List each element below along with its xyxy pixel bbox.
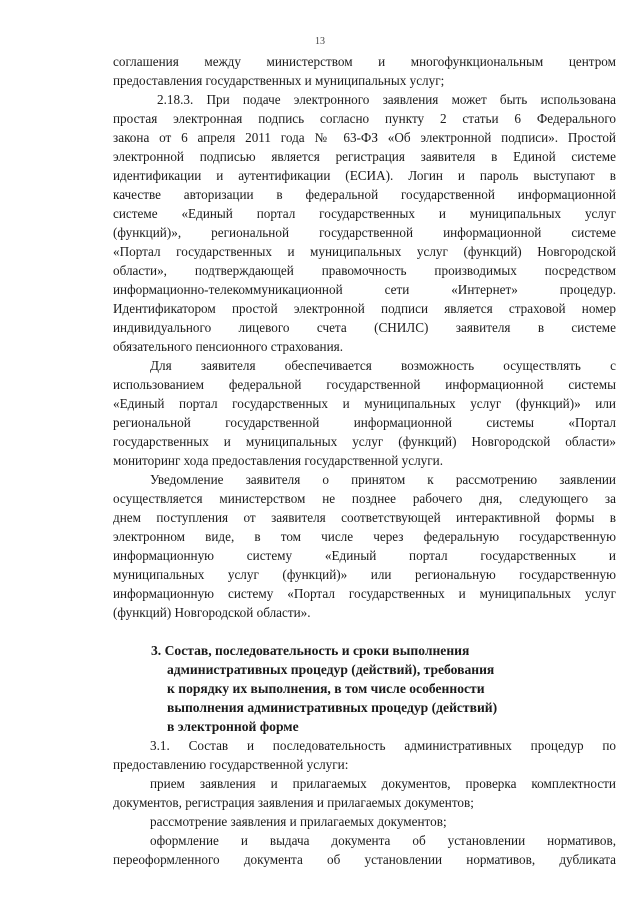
heading-line: выполнения административных процедур (действий) <box>167 700 498 715</box>
text-line: Уведомление заявителя о принятом к рассмотрению заявлении <box>150 472 616 487</box>
text-line: системе «Единый портал государственных и муниципальных услуг <box>113 206 616 221</box>
text-line: соглашения между министерством и многофункциональным центром <box>113 54 616 69</box>
text-line: информационную систему «Единый портал государственных и <box>113 548 616 563</box>
text-line: информационную систему «Портал государственных и муниципальных услуг <box>113 586 616 601</box>
text-line: электронной подписью является регистрация заявителя в Единой системе <box>113 149 616 164</box>
text-line: прием заявления и прилагаемых документов, проверка комплектности <box>150 776 616 791</box>
text-line: простая электронная подпись согласно пункту 2 статьи 6 Федерального <box>113 111 616 126</box>
text-line: использованием федеральной государственной информационной системы <box>113 377 616 392</box>
heading-line: к порядку их выполнения, в том числе особенности <box>167 681 485 696</box>
heading-line: 3. Состав, последовательность и сроки выполнения <box>151 643 470 658</box>
text-line: рассмотрение заявления и прилагаемых документов; <box>150 814 447 829</box>
paragraphs-block <box>113 52 616 622</box>
text-line: (функций) Новгородской области». <box>113 605 311 620</box>
text-line: информационно-телекоммуникационной сети «Интернет» процедур. <box>113 282 616 297</box>
text-line: «Портал государственных и муниципальных услуг (функций) Новгородской <box>113 244 616 259</box>
text-line: переоформленного документа об установлении нормативов, дубликата <box>113 852 616 867</box>
text-line: (функций)», региональной государственной информационной системе <box>113 225 616 240</box>
text-line: Для заявителя обеспечивается возможность осуществлять с <box>150 358 616 373</box>
section-heading <box>113 641 616 736</box>
text-line: обязательного пенсионного страхования. <box>113 339 344 354</box>
heading-line: в электронной форме <box>167 719 299 734</box>
text-line: осуществляется министерством не позднее рабочего дня, следующего за <box>113 491 616 506</box>
text-line: оформление и выдача документа об установлении нормативов, <box>150 833 616 848</box>
text-line: 2.18.3. При подаче электронного заявления может быть использована <box>157 92 616 107</box>
spacer <box>113 622 616 641</box>
text-line: документов, регистрация заявления и прилагаемых документов; <box>113 795 474 810</box>
text-line: днем поступления от заявителя соответствующей интерактивной формы в <box>113 510 616 525</box>
text-line: идентификации и аутентификации (ЕСИА). Логин и пароль выступают в <box>113 168 616 183</box>
text-line: 3.1. Состав и последовательность административных процедур по <box>150 738 616 753</box>
paragraphs-block-2 <box>113 736 616 869</box>
text-line: муниципальных услуг (функций)» или региональную государственную <box>113 567 616 582</box>
page-number: 13 <box>315 36 325 47</box>
text-line: «Единый портал государственных и муниципальных услуг (функций)» или <box>113 396 616 411</box>
heading-line: административных процедур (действий), требования <box>167 662 495 677</box>
document-body <box>113 52 616 869</box>
text-line: качестве авторизации в федеральной государственной информационной <box>113 187 616 202</box>
text-line: индивидуального лицевого счета (СНИЛС) заявителя в системе <box>113 320 616 335</box>
text-line: электронном виде, в том числе через федеральную государственную <box>113 529 616 544</box>
text-line: мониторинг хода предоставления государственной услуги. <box>113 453 444 468</box>
text-line: закона от 6 апреля 2011 года № 63-ФЗ «Об электронной подписи». Простой <box>113 130 616 145</box>
text-line: государственных и муниципальных услуг (функций) Новгородской области» <box>113 434 616 449</box>
text-line: области», подтверждающей правомочность производимых посредством <box>113 263 616 278</box>
text-line: предоставлению государственной услуги: <box>113 757 349 772</box>
text-line: региональной государственной информационной системы «Портал <box>113 415 616 430</box>
text-line: Идентификатором простой электронной подписи является страховой номер <box>113 301 616 316</box>
text-line: предоставления государственных и муниципальных услуг; <box>113 73 445 88</box>
